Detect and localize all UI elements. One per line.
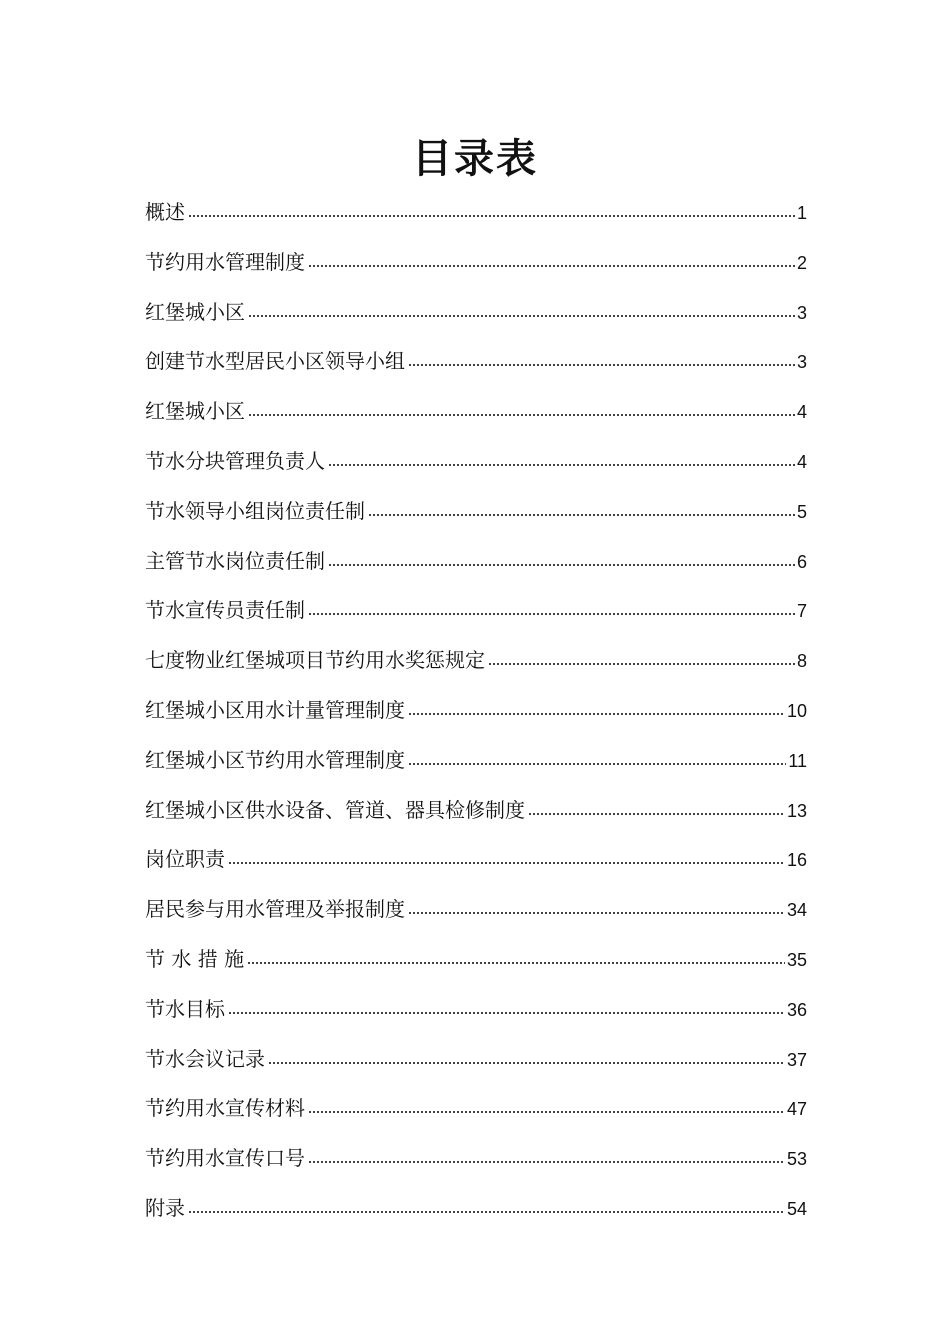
toc-dot-leader — [308, 249, 795, 269]
toc-entry[interactable] — [145, 197, 807, 247]
toc-entry-label: 节约用水宣传口号 — [145, 1146, 305, 1171]
toc-entry-page: 3 — [796, 302, 807, 323]
toc-entry-label: 节水领导小组岗位责任制 — [145, 498, 365, 523]
toc-entry[interactable] — [145, 1193, 807, 1243]
toc-entry[interactable] — [145, 1093, 807, 1143]
toc-entry-page: 6 — [796, 551, 807, 572]
toc-entry[interactable] — [145, 695, 807, 745]
toc-entry-label: 红堡城小区节约用水管理制度 — [145, 747, 405, 772]
toc-dot-leader — [408, 896, 785, 916]
toc-dot-leader — [528, 797, 785, 817]
toc-entry-page: 16 — [786, 850, 807, 871]
toc-entry-page: 53 — [786, 1149, 807, 1170]
toc-dot-leader — [488, 647, 795, 667]
toc-dot-leader — [308, 1095, 785, 1115]
toc-dot-leader — [188, 1195, 785, 1215]
toc-entry-page: 4 — [796, 402, 807, 423]
toc-entry-label: 红堡城小区用水计量管理制度 — [145, 697, 405, 722]
toc-dot-leader — [247, 946, 785, 966]
toc-entry[interactable] — [145, 297, 807, 347]
toc-entry[interactable] — [145, 745, 807, 795]
toc-entry-label: 红堡城小区 — [145, 399, 245, 424]
toc-dot-leader — [248, 299, 795, 319]
toc-entry-label: 红堡城小区 — [145, 299, 245, 324]
toc-entry-label: 红堡城小区供水设备、管道、器具检修制度 — [145, 797, 525, 822]
toc-dot-leader — [408, 747, 786, 767]
table-of-contents — [145, 197, 807, 1243]
toc-dot-leader — [268, 1046, 785, 1066]
page-title: 目录表 — [412, 134, 538, 182]
toc-entry[interactable] — [145, 1044, 807, 1094]
toc-dot-leader — [408, 697, 785, 717]
toc-entry-page: 35 — [786, 949, 807, 970]
toc-entry[interactable] — [145, 396, 807, 446]
toc-entry-label: 节水目标 — [145, 996, 225, 1021]
toc-entry[interactable] — [145, 795, 807, 845]
toc-dot-leader — [188, 199, 795, 219]
toc-entry-page: 8 — [796, 651, 807, 672]
toc-entry-label: 节 水 措 施 — [145, 946, 245, 971]
toc-entry[interactable] — [145, 346, 807, 396]
toc-entry[interactable] — [145, 844, 807, 894]
toc-entry-page: 4 — [796, 451, 807, 472]
toc-entry-page: 36 — [786, 999, 807, 1020]
toc-entry-label: 节约用水管理制度 — [145, 249, 305, 274]
toc-dot-leader — [408, 348, 795, 368]
toc-entry-label: 居民参与用水管理及举报制度 — [145, 897, 405, 922]
toc-entry-page: 11 — [788, 750, 807, 771]
toc-entry-page: 1 — [796, 203, 807, 223]
toc-entry-label: 创建节水型居民小区领导小组 — [145, 349, 405, 374]
toc-entry-label: 附录 — [145, 1195, 185, 1220]
toc-entry[interactable] — [145, 595, 807, 645]
toc-entry-page: 5 — [796, 501, 807, 522]
toc-entry[interactable] — [145, 446, 807, 496]
toc-entry[interactable] — [145, 994, 807, 1044]
toc-entry-page: 34 — [786, 900, 807, 921]
toc-entry[interactable] — [145, 546, 807, 596]
toc-entry-page: 3 — [796, 352, 807, 373]
toc-entry[interactable] — [145, 894, 807, 944]
toc-entry-label: 节水会议记录 — [145, 1046, 265, 1071]
toc-entry-label: 主管节水岗位责任制 — [145, 548, 325, 573]
toc-dot-leader — [368, 498, 795, 518]
toc-entry[interactable] — [145, 496, 807, 546]
toc-dot-leader — [328, 448, 795, 468]
toc-entry-page: 2 — [796, 252, 807, 273]
toc-dot-leader — [248, 398, 795, 418]
toc-entry-page: 10 — [786, 700, 807, 721]
toc-entry-label: 概述 — [145, 200, 185, 224]
toc-dot-leader — [328, 548, 795, 568]
toc-entry[interactable] — [145, 247, 807, 297]
toc-entry-label: 七度物业红堡城项目节约用水奖惩规定 — [145, 648, 485, 673]
toc-entry-page: 47 — [786, 1099, 807, 1120]
toc-entry[interactable] — [145, 944, 807, 994]
toc-entry[interactable] — [145, 1143, 807, 1193]
toc-entry-page: 13 — [786, 800, 807, 821]
toc-entry-label: 节水分块管理负责人 — [145, 448, 325, 473]
toc-entry-page: 37 — [786, 1049, 807, 1070]
toc-dot-leader — [308, 597, 795, 617]
toc-entry-label: 节水宣传员责任制 — [145, 598, 305, 623]
toc-dot-leader — [228, 846, 785, 866]
toc-entry-label: 岗位职责 — [145, 847, 225, 872]
toc-entry-label: 节约用水宣传材料 — [145, 1096, 305, 1121]
toc-entry-page: 7 — [796, 601, 807, 622]
toc-entry[interactable] — [145, 645, 807, 695]
toc-dot-leader — [308, 1145, 785, 1165]
toc-entry-page: 54 — [786, 1198, 807, 1219]
toc-dot-leader — [228, 996, 785, 1016]
